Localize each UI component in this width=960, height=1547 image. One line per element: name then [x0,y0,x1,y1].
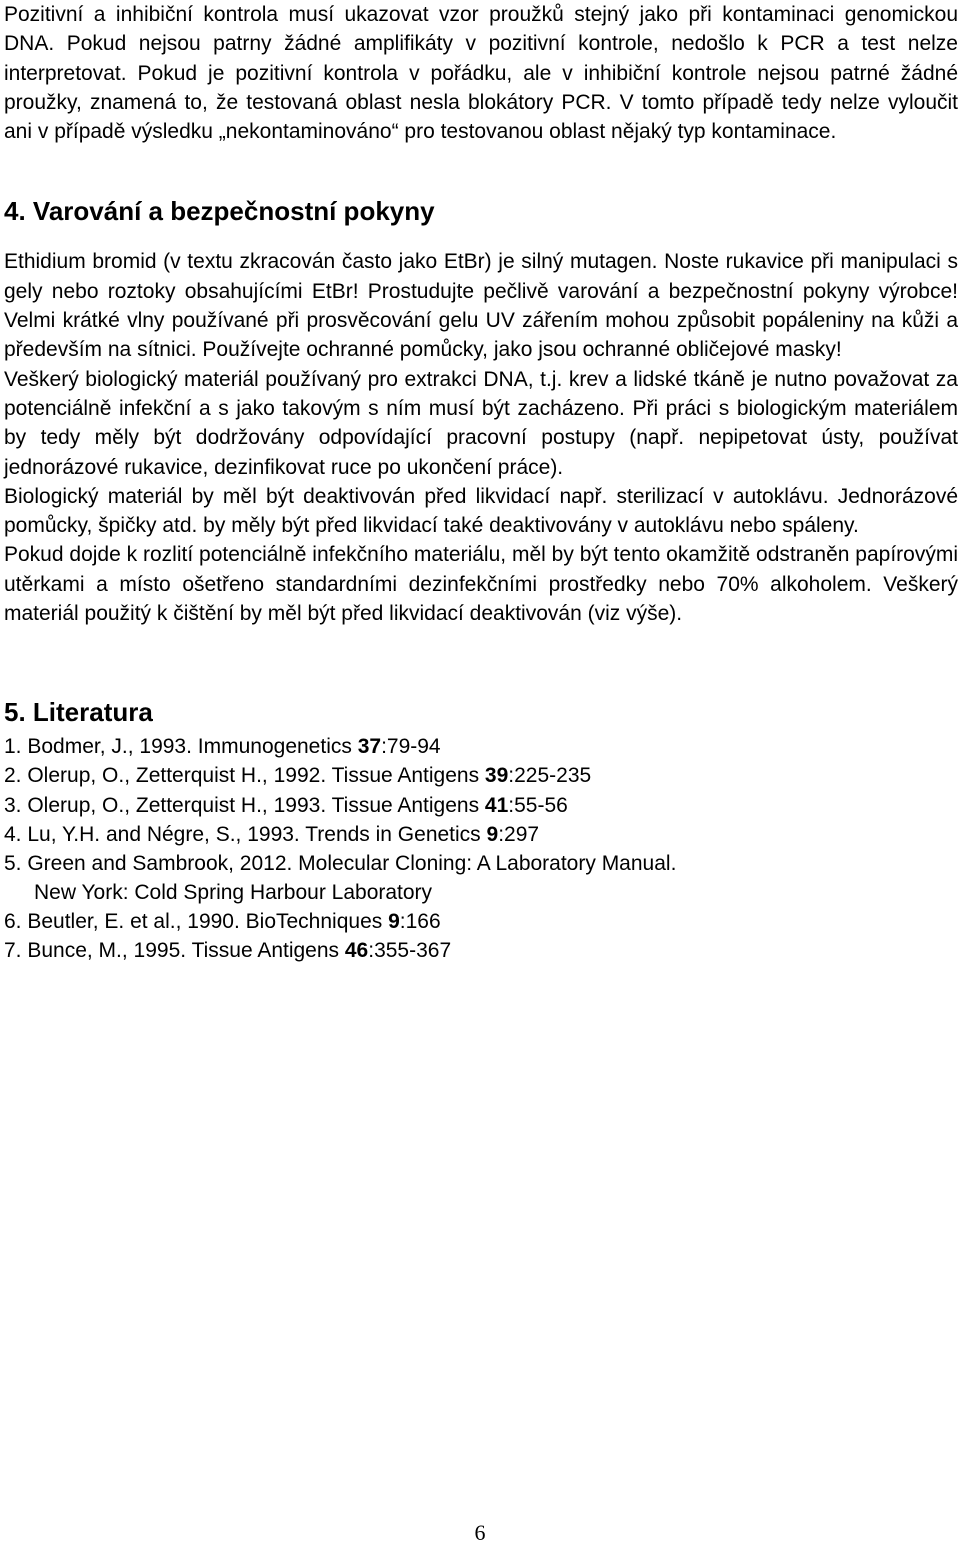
reference-pages: :166 [399,909,441,933]
reference-pages: :355-367 [368,939,452,962]
reference-item [4,761,958,790]
section-5-title: 5. Literatura [4,697,153,728]
page-number: 6 [474,1520,486,1545]
reference-volume: 39 [484,764,509,788]
section-4-title: 4. Varování a bezpečnostní pokyny [4,196,435,227]
reference-volume: 37 [357,735,382,759]
warning-paragraph-deactivation: Biologický materiál by měl být deaktivován před likvidací např. sterilizací v autoklávu. Jednorázové pomůcky, špičky atd. by měly být před likvidací také deaktivovány v autoklávu nebo spáleny. [4,484,958,538]
reference-item [4,732,958,761]
reference-continuation: New York: Cold Spring Harbour Laboratory [34,880,433,904]
reference-text: 2. Olerup, O., Zetterquist H., 1992. Tissue Antigens [4,764,485,788]
reference-text: 6. Beutler, E. et al., 1990. BioTechniques [4,909,389,933]
reference-pages: :55-56 [508,793,568,817]
reference-volume: 46 [344,939,369,962]
reference-pages: :297 [498,822,540,846]
reference-item [4,907,958,936]
document-page [4,0,958,965]
section-4-body [4,247,958,628]
warning-paragraph-biological: Veškerý biologický materiál používaný pro extrakci DNA, t.j. krev a lidské tkáně je nutno považovat za potenciálně infekční a s jako takovým s ním musí být zacházeno. Při práci s biologickým materiálem by tedy měly být dodržovány odpovídající pracovní postupy (např. nepipetovat ústy, používat jednorázové rukavice, dezinfikovat ruce po ukončení práce). [4,367,958,479]
reference-text: 4. Lu, Y.H. and Négre, S., 1993. Trends in Genetics [4,822,487,846]
reference-volume: 9 [388,909,400,933]
intro-paragraph: Pozitivní a inhibiční kontrola musí ukazovat vzor proužků stejný jako při kontaminaci genomickou DNA. Pokud nejsou patrny žádné amplifikáty v pozitivní kontrole, nedošlo k PCR a test nelze interpretovat. Pokud je pozitivní kontrola v pořádku, ale v inhibiční kontrole nejsou patrné žádné proužky, znamená to, že testovaná oblast nesla blokátory PCR. V tomto případě tedy nelze vyloučit ani v případě výsledku „nekontaminováno“ pro testovanou oblast nějaký typ kontaminace. [4,3,958,144]
reference-text: 1. Bodmer, J., 1993. Immunogenetics [4,735,358,759]
reference-text: 3. Olerup, O., Zetterquist H., 1993. Tissue Antigens [4,793,485,817]
warning-paragraph-etbr: Ethidium bromid (v textu zkracován často jako EtBr) je silný mutagen. Noste rukavice při manipulaci s gely nebo roztoky obsahujícími EtBr! Prostudujte pečlivě varování a bezpečnostní pokyny výrobce! Velmi krátké vlny používané při prosvěcování gelu UV zářením mohou způsobit popáleniny na kůži a především na sítnici. Používejte ochranné pomůcky, jako jsou ochranné obličejové masky! [4,250,958,362]
reference-item [4,791,958,820]
reference-pages: :225-235 [508,764,592,788]
reference-pages: :79-94 [381,735,441,759]
reference-text: 7. Bunce, M., 1995. Tissue Antigens [4,939,345,962]
warning-paragraph-spill: Pokud dojde k rozlití potenciálně infekčního materiálu, měl by být tento okamžitě odstraněn papírovými utěrkami a místo ošetřeno standardními dezinfekčními prostředky nebo 70% alkoholem. Veškerý materiál použitý k čištění by měl být před likvidací deaktivován (viz výše). [4,543,958,626]
reference-item [4,820,958,849]
reference-volume: 41 [484,793,509,817]
reference-volume: 9 [486,822,499,846]
reference-item [4,936,958,965]
reference-item [4,849,958,907]
reference-list [4,732,958,965]
reference-text: 5. Green and Sambrook, 2012. Molecular Cloning: A Laboratory Manual. [4,851,677,875]
